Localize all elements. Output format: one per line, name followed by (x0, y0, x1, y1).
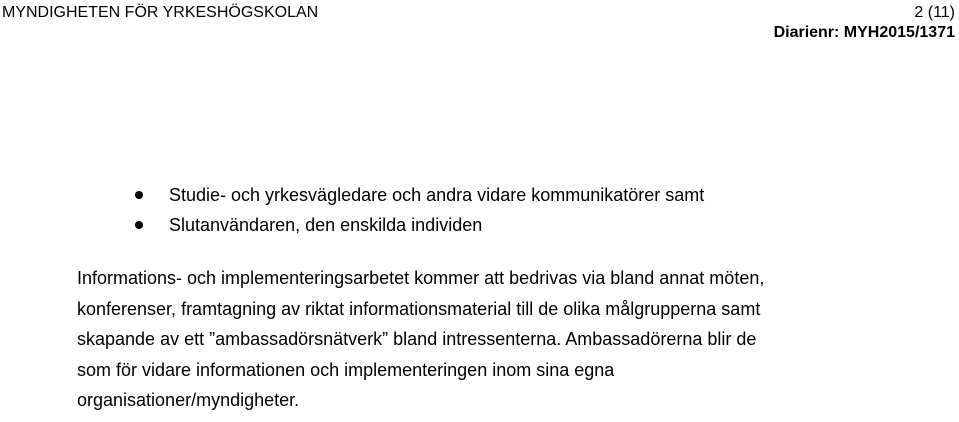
paragraph-line: konferenser, framtagning av riktat informationsmaterial till de olika målgrupperna samt (77, 298, 761, 319)
paragraph-line: som för vidare informationen och implementeringen inom sina egna (77, 359, 615, 380)
page-number: 2 (11) (914, 4, 955, 21)
paragraph-line: organisationer/myndigheter. (77, 390, 300, 410)
bullet-text: Slutanvändaren, den enskilda individen (169, 215, 483, 235)
bullet-list (133, 180, 704, 240)
paragraph-line: Informations- och implementeringsarbetet kommer att bedrivas via bland annat möten, (77, 268, 765, 288)
page-header-right (774, 3, 955, 43)
body-paragraph (77, 263, 877, 416)
bullet-text: Studie- och yrkesvägledare och andra vidare kommunikatörer samt (169, 185, 705, 205)
diarienummer: Diarienr: MYH2015/1371 (773, 24, 955, 41)
organization-name: MYNDIGHETEN FÖR YRKESHÖGSKOLAN (2, 4, 319, 21)
bullet-item (133, 180, 704, 210)
bullet-item (133, 210, 704, 240)
bullet-icon (135, 191, 143, 199)
paragraph-line: skapande av ett ”ambassadörsnätverk” bland intressenterna. Ambassadörerna blir de (77, 329, 757, 349)
bullet-icon (135, 221, 143, 229)
